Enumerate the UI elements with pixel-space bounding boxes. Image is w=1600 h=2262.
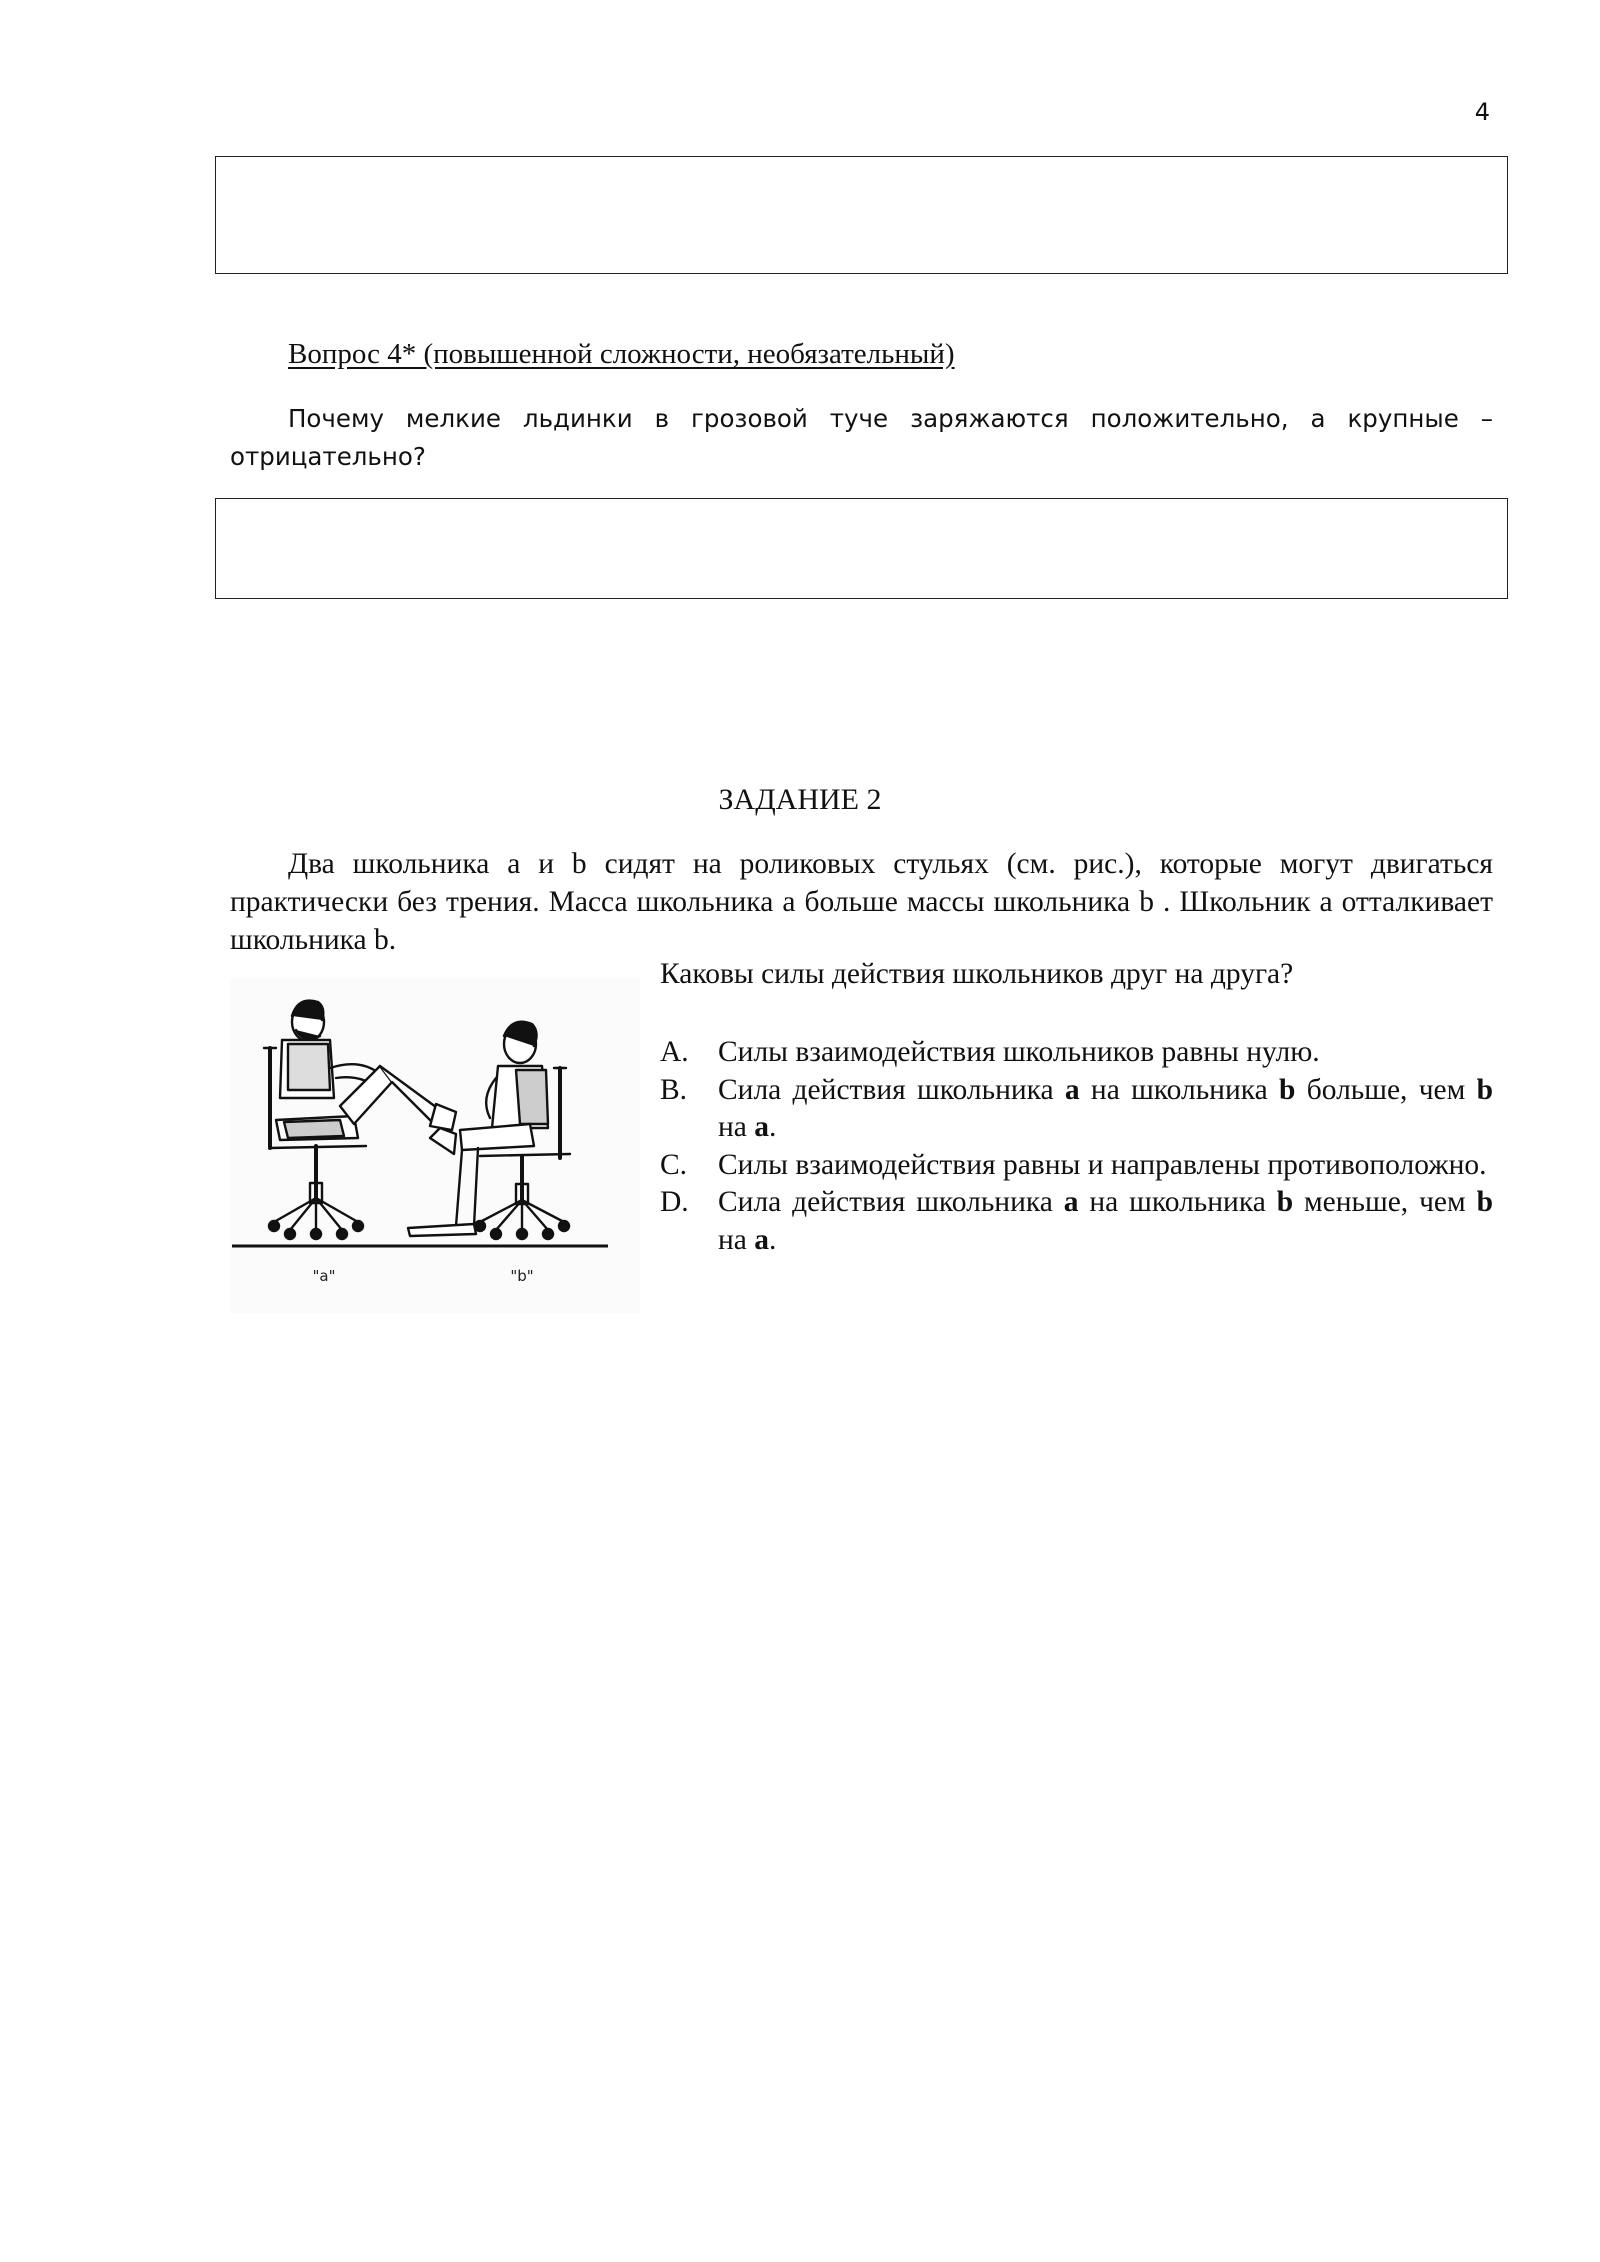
figure-label-b: "b" <box>510 1267 534 1285</box>
answer-options <box>660 1034 1493 1259</box>
option-letter: B. <box>660 1073 688 1106</box>
option-b[interactable] <box>660 1072 1493 1147</box>
question-4-text: Почему мелкие льдинки в грозовой туче заряжаются положительно, а крупные – отрицательно? <box>230 404 1493 471</box>
option-text: Силы взаимодействия школьников равны нулю. <box>718 1036 1320 1068</box>
page-number: 4 <box>1474 98 1490 126</box>
students-on-chairs-figure <box>230 978 640 1313</box>
figure-label-a: "a" <box>312 1267 336 1285</box>
task-2-text: Два школьника a и b сидят на роликовых стульях (см. рис.), которые могут двигаться практически без трения. Масса школьника a больше массы школьника b . Школьник a отталкивает школьника b. <box>230 848 1493 956</box>
question-4-title: Вопрос 4* (повышенной сложности, необязательный) <box>288 338 955 370</box>
option-text: Сила действия школьника a на школьника b меньше, чем b на a. <box>718 1186 1493 1256</box>
task-2-question: Каковы силы действия школьников друг на друга? <box>660 958 1294 990</box>
option-text: Сила действия школьника a на школьника b больше, чем b на a. <box>718 1073 1493 1143</box>
option-letter: D. <box>660 1186 689 1218</box>
answer-box-question-4[interactable] <box>215 498 1508 599</box>
option-c[interactable] <box>660 1147 1493 1185</box>
option-letter: A. <box>660 1036 689 1068</box>
option-d[interactable] <box>660 1184 1493 1259</box>
option-text: Силы взаимодействия равны и направлены противоположно. <box>718 1148 1487 1181</box>
students-illustration <box>230 978 640 1313</box>
task-2-title: ЗАДАНИЕ 2 <box>718 783 882 816</box>
option-a[interactable] <box>660 1034 1493 1072</box>
option-letter: C. <box>660 1148 688 1181</box>
answer-box-question-3[interactable] <box>215 156 1508 274</box>
